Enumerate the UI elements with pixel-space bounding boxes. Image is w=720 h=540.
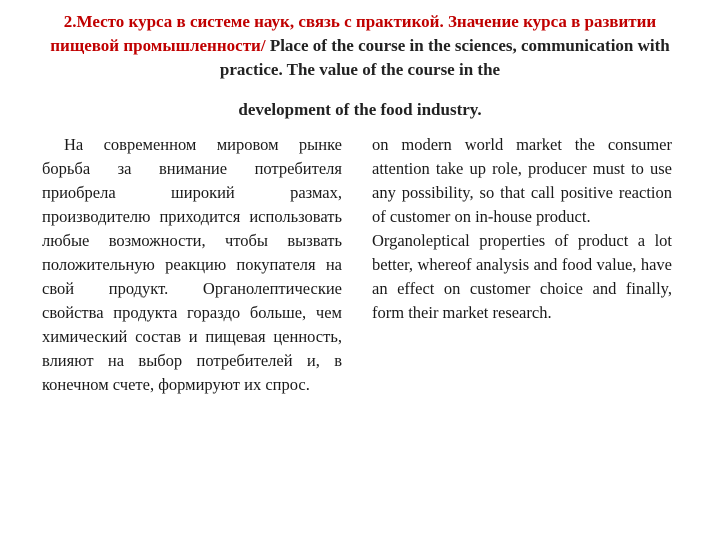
left-column — [42, 133, 342, 397]
slide-title — [40, 10, 680, 82]
title-russian: 2.Место курса в системе наук, связь с практикой. Значение курса в развитии пищевой промышленности/ — [50, 12, 657, 55]
right-column-paragraph-2: Organoleptical properties of product a lot better, whereof analysis and food value, have an effect on customer choice and finally, form their market research. — [372, 231, 672, 322]
title-english: Place of the course in the sciences, communication with practice. The value of the course in the — [219, 36, 670, 79]
title-english-tail: development of the food industry. — [238, 100, 482, 119]
left-column-text: На современном мировом рынке борьба за внимание потребителя приобрела широкий размах, производителю приходится использовать любые возможности, чтобы вызвать положительную реакцию покупателя на свой продукт. Органолептические свойства продукта гораздо больше, чем химический состав и пищевая ценность, влияют на выбор потребителей и, в конечном счете, формируют их спрос. — [42, 135, 342, 394]
right-column-paragraph-1: on modern world market the consumer attention take up role, producer must to use any possibility, so that call positive reaction of customer on in-house product. — [372, 135, 672, 226]
right-column — [372, 133, 672, 325]
